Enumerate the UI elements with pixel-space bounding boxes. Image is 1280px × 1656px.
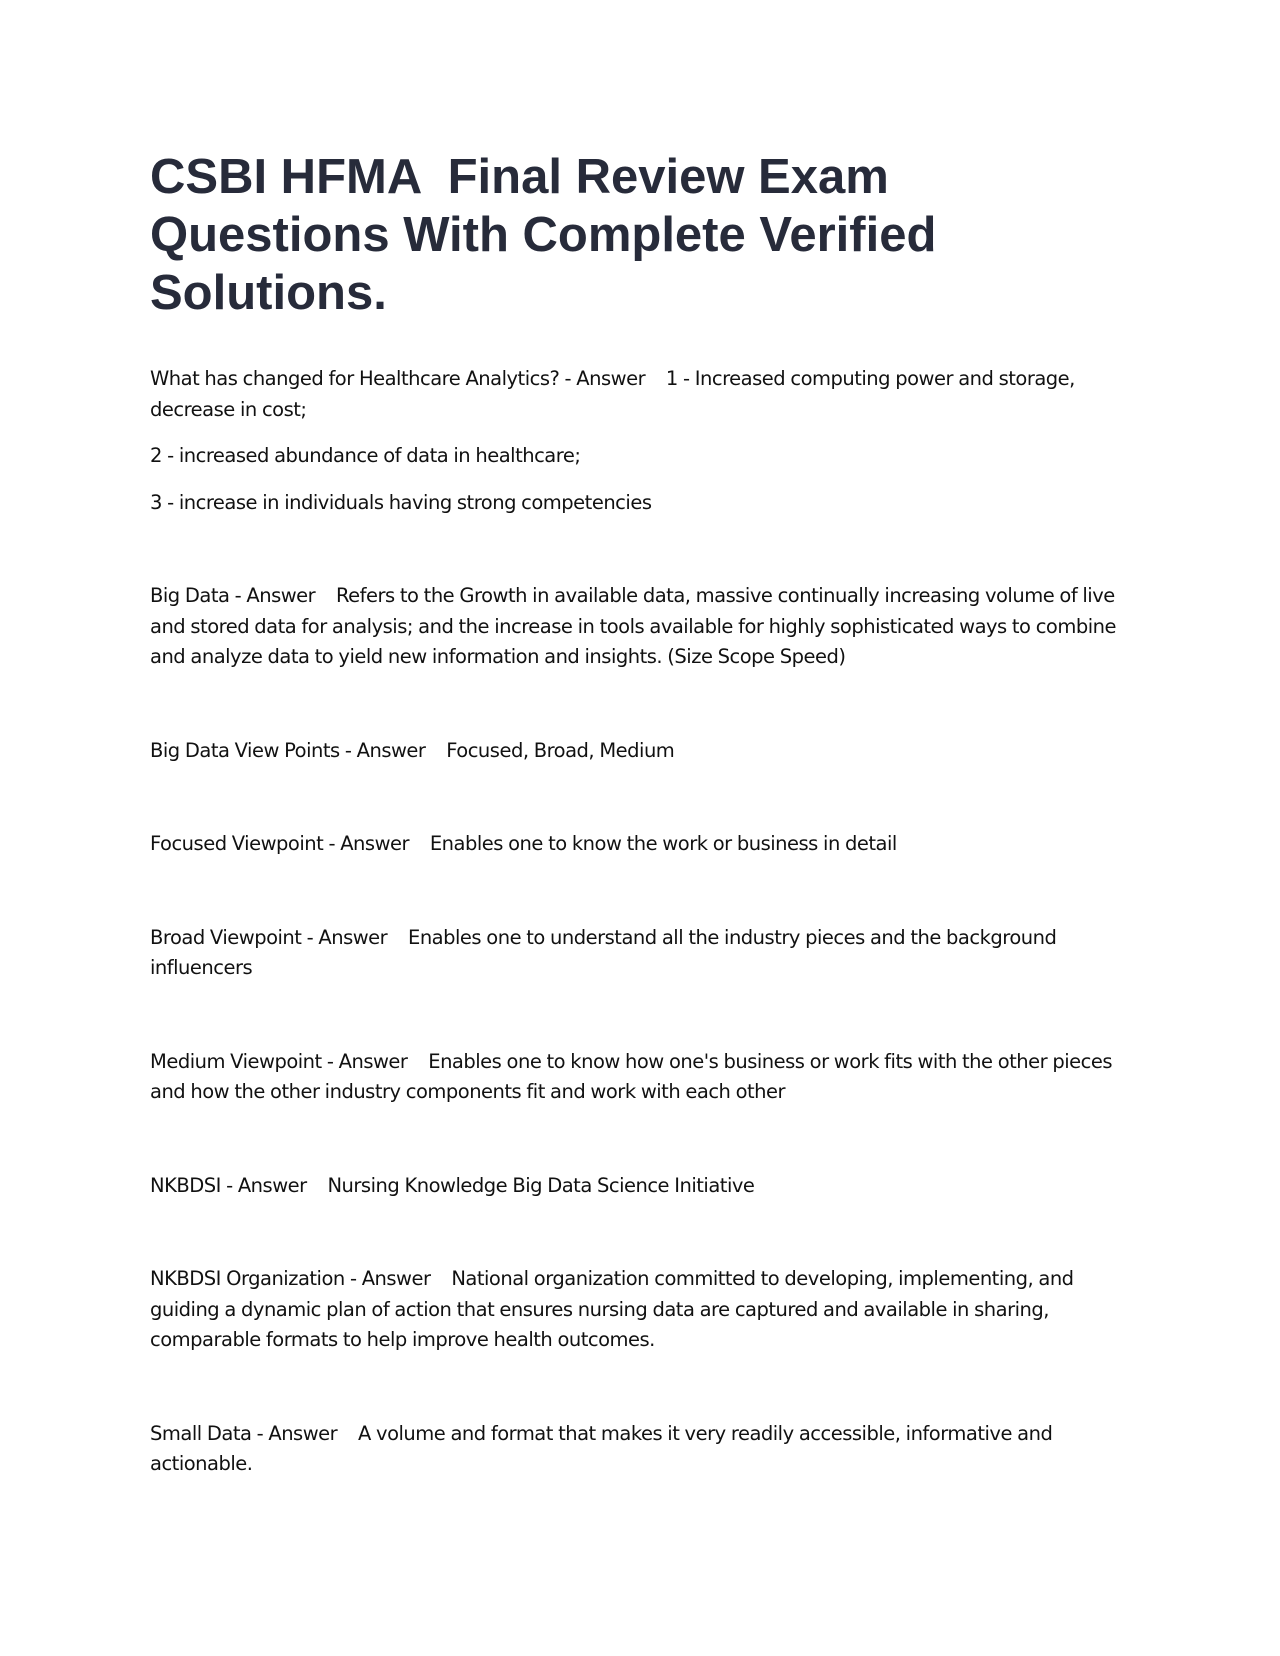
qa-entry bbox=[150, 1171, 1130, 1202]
entry-definition: Enables one to know how one's business or work fits with the other pieces and how the other industry components fit and work with each other bbox=[150, 1049, 1118, 1103]
entry-term: Big Data bbox=[150, 584, 230, 607]
entry-term: Big Data View Points bbox=[150, 738, 340, 762]
entry-term: Small Data bbox=[150, 1421, 252, 1445]
entry-definition: 1 - Increased computing power and storage, decrease in cost; bbox=[150, 367, 1081, 421]
entry-text: 3 - increase in individuals having strong competencies bbox=[150, 490, 652, 514]
entry-definition: Enables one to know the work or business in detail bbox=[429, 832, 897, 855]
qa-entry bbox=[150, 581, 1130, 673]
qa-entry bbox=[150, 1419, 1130, 1480]
entry-term: What has changed for Healthcare Analytics? bbox=[150, 367, 560, 390]
answer-tag: - Answer bbox=[321, 1049, 408, 1073]
answer-tag: - Answer bbox=[251, 1421, 338, 1445]
entry-definition: Focused, Broad, Medium bbox=[446, 738, 675, 762]
entry-definition: Nursing Knowledge Big Data Science Initiative bbox=[327, 1173, 755, 1197]
document-title: CSBI HFMA Final Review Exam Questions With Complete Verified Solutions. bbox=[150, 150, 951, 320]
qa-entry-continuation bbox=[150, 441, 1130, 472]
qa-entry bbox=[150, 1047, 1130, 1108]
entry-term: Focused Viewpoint bbox=[150, 832, 324, 855]
entry-definition: Refers to the Growth in available data, massive continually increasing volume of live and stored data for analysis; and the increase in tools available for highly sophisticated ways to combine and analyze data to yield new information and insights. (Size Scope Speed) bbox=[150, 584, 1122, 668]
document-page bbox=[150, 148, 1130, 1480]
qa-entry bbox=[150, 736, 1130, 767]
answer-tag: - Answer bbox=[323, 832, 410, 855]
answer-tag: - Answer bbox=[344, 1267, 431, 1290]
entry-term: NKBDSI Organization bbox=[150, 1267, 345, 1290]
entry-term: NKBDSI bbox=[150, 1173, 221, 1197]
qa-entry-continuation bbox=[150, 488, 1130, 519]
qa-entry bbox=[150, 364, 1130, 425]
answer-tag: - Answer bbox=[559, 367, 646, 390]
answer-tag: - Answer bbox=[339, 738, 426, 762]
entry-definition: National organization committed to developing, implementing, and guiding a dynamic plan of action that ensures nursing data are captured and available in sharing, comparable formats to help improve health outcomes. bbox=[150, 1267, 1079, 1351]
qa-entry bbox=[150, 923, 1130, 984]
entry-term: Broad Viewpoint bbox=[150, 925, 302, 949]
answer-tag: - Answer bbox=[220, 1173, 307, 1197]
entry-text: 2 - increased abundance of data in healthcare; bbox=[150, 444, 581, 467]
entry-definition: A volume and format that makes it very readily accessible, informative and actionable. bbox=[150, 1421, 1058, 1475]
entry-term: Medium Viewpoint bbox=[150, 1049, 322, 1073]
answer-tag: - Answer bbox=[301, 925, 388, 949]
qa-entry bbox=[150, 829, 1130, 860]
qa-entry bbox=[150, 1264, 1130, 1356]
entry-definition: Enables one to understand all the industry pieces and the background influencers bbox=[150, 925, 1062, 979]
answer-tag: - Answer bbox=[229, 584, 316, 607]
qa-list bbox=[150, 364, 1130, 1480]
